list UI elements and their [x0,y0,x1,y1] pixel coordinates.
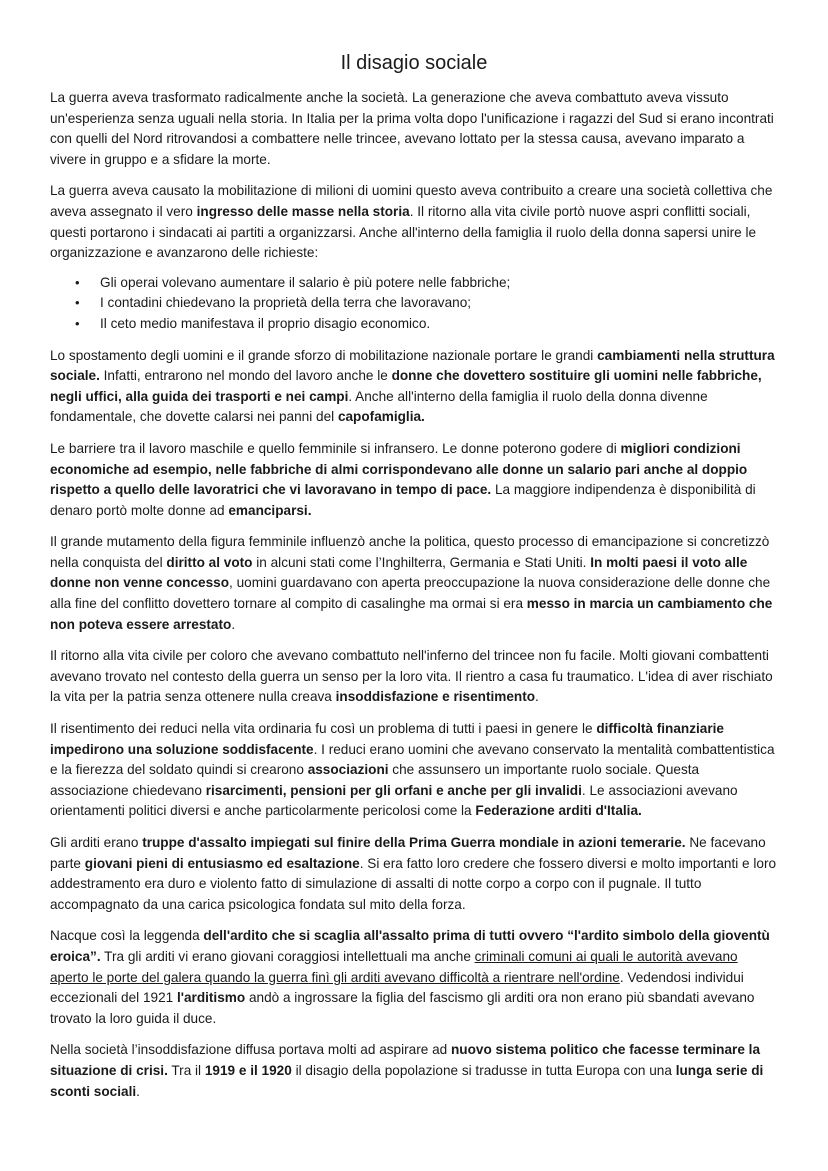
paragraph [50,926,778,1029]
bold-text: 1919 e il 1920 [204,1062,292,1078]
demands-list [50,273,778,335]
paragraph-text: La guerra aveva causato la mobilitazione di milioni di uomini questo aveva contribuito a creare una società collettiva che aveva assegnato il vero [50,183,773,219]
bold-text: migliori condizioni economiche ad esempio, nelle fabbriche di almi corrispondevano alle donne un salario pari anche al doppio rispetto a quello delle lavoratrici che vi lavoravano in tempo di pace. [50,440,748,498]
bold-text: lunga serie di sconti sociali [50,1062,764,1099]
list-item-text: Il ceto medio manifestava il proprio disagio economico. [100,315,431,331]
paragraph-text: . Si era fatto loro credere che fossero diversi e molto importanti e loro addestramento era duro e violento fatto di simulazione di assalti di notte corpo a corpo con il pugnale. Il tutto accompagnato da una carica psicologica fondata sul mito della forza. [50,855,777,912]
bold-text: giovani pieni di entusiasmo ed esaltazione [84,855,360,871]
paragraph-text: La guerra aveva trasformato radicalmente anche la società. La generazione che aveva combattuto aveva vissuto un'esperienza senza uguali nella storia. In Italia per la prima volta dopo l'unificazione i ragazzi del Sud si erano incontrati con quelli del Nord ritrovandosi a combattere nelle trincee, avevano lottato per la stessa causa, avevano imparato a vivere in gruppo e a sfidare la morte. [50,90,774,167]
paragraph-text: Ne facevano parte [50,835,766,871]
bold-text: diritto al voto [166,554,253,570]
bold-text: l'arditismo [176,990,246,1006]
list-item [50,273,778,294]
bold-text: insoddisfazione e risentimento [335,689,536,705]
paragraph [50,532,778,635]
paragraph [50,646,778,708]
paragraph-text: che assunsero un importante ruolo sociale. Questa associazione chiedevano [50,762,700,798]
bold-text: dell'ardito che si scaglia all'assalto prima di tutti ovvero “l'ardito simbolo della gioventù eroica”. [50,928,770,964]
paragraph-text: Gli arditi erano [50,835,143,850]
paragraph-text: . [535,689,539,705]
list-item [50,293,778,314]
bullet-icon: • [75,315,80,331]
paragraph-text: La maggiore indipendenza è disponibilità di denaro portò molte donne ad [50,482,756,518]
paragraph-text: Il risentimento dei reduci nella vita ordinaria fu così un problema di tutti i paesi in genere le [50,721,597,737]
paragraph [50,88,778,170]
paragraph-text: . Anche all'interno della famiglia il ruolo della donna divenne fondamentale, che dovette calarsi nei panni del [50,388,708,425]
page-title: Il disagio sociale [340,52,488,74]
paragraph-text: Lo spostamento degli uomini e il grande sforzo di mobilitazione nazionale portare le grandi [50,347,598,363]
paragraph-text: . Il ritorno alla vita civile portò nuove aspri conflitti sociali, questi portarono i sindacati ai partiti a organizzarsi. Anche all'interno della famiglia il ruolo della donna sapersi unire le organizzazione e avanzarono delle richieste: [50,203,757,261]
list-item-text: Gli operai volevano aumentare il salario è più potere nelle fabbriche; [100,274,511,290]
underlined-text: criminali comuni ai quali le autorità avevano aperto le porte del galera quando la guerra finì gli arditi avevano difficoltà a rientrare nell'ordine [50,948,738,985]
paragraph-text: Il grande mutamento della figura femminile influenzò anche la politica, questo processo di emancipazione si concretizzò nella conquista del [50,534,770,570]
paragraph-text: Nella società l’insoddisfazione diffusa portava molti ad aspirare ad [50,1042,451,1058]
bold-text: emanciparsi. [228,502,312,518]
paragraph-text: Infatti, entrarono nel mondo del lavoro anche le [99,368,392,384]
paragraph-text: . I reduci erano uomini che avevano conservato la mentalità combattentistica e la fierezza del soldato quindi si crearono [50,741,775,778]
bold-text: cambiamenti nella struttura sociale. [50,347,775,384]
paragraph-text: , uomini guardavano con aperta preoccupazione la nuova considerazione delle donne che alla fine del conflitto dovettero tornare al compito di casalinghe ma ormai si era [50,575,771,612]
bullet-icon: • [75,274,80,290]
bold-text: capofamiglia. [337,409,425,425]
paragraph [50,1040,778,1102]
paragraph [50,833,778,915]
list-item-text: I contadini chiedevano la proprietà della terra che lavoravano; [100,295,472,311]
body-paragraphs [50,346,778,1103]
paragraph-text: in alcuni stati come l’Inghilterra, Germania e Stati Uniti. [252,554,591,570]
paragraph-text: . [136,1083,140,1099]
bold-text: messo in marcia un cambiamento che non poteva essere arrestato [50,596,773,632]
bold-text: risarcimenti, pensioni per gli orfani e anche per gli invalidi [205,782,582,798]
paragraph-text: Tra gli arditi vi erano giovani coraggiosi intellettuali ma anche [100,948,475,964]
bold-text: associazioni [307,762,389,778]
paragraph-text: Il ritorno alla vita civile per coloro che avevano combattuto nell'inferno del trincee non fu facile. Molti giovani combattenti avevano trovato nel contesto della guerra un senso per la loro vita. Il rientro a casa fu traumatico. L'idea di aver rischiato la vita per la patria senza ottenere nulla creava [50,648,773,705]
bold-text: Federazione arditi d'Italia. [475,803,642,819]
paragraph [50,439,778,521]
paragraph-text: Nacque così la leggenda [50,928,204,944]
paragraph-text: . Le associazioni avevano orientamenti politici diversi e anche particolarmente pericolosi come la [50,782,738,819]
paragraph-text: Tra il [167,1062,205,1078]
bold-text: ingresso delle masse nella storia [196,203,410,219]
bold-text: truppe d'assalto impiegati sul finire della Prima Guerra mondiale in azioni temerarie. [142,835,686,850]
paragraph [50,346,778,428]
bold-text: nuovo sistema politico che facesse terminare la situazione di crisi. [50,1042,760,1078]
paragraph-text: . Vedendosi individui eccezionali del 1921 [50,969,744,1006]
paragraph-text: il disagio della popolazione si tradusse in tutta Europa con una [291,1062,676,1078]
paragraph-text: Le barriere tra il lavoro maschile e quello femminile si infransero. Le donne poterono godere di [50,440,621,456]
bullet-icon: • [75,295,80,311]
paragraph [50,181,778,263]
bold-text: In molti paesi il voto alle donne non venne concesso [50,554,748,591]
paragraph-text: andò a ingrossare la figlia del fascismo gli arditi ora non erano più sbandati avevano trovato la loro guida il duce. [50,990,755,1026]
bold-text: donne che dovettero sostituire gli uomini nelle fabbriche, negli uffici, alla guida dei trasporti e nei campi [50,368,762,404]
paragraph [50,719,778,822]
list-item [50,314,778,335]
paragraph-text: . [231,616,236,632]
bold-text: difficoltà finanziarie impedirono una soluzione soddisfacente [50,721,724,757]
intro-paragraphs [50,88,778,264]
